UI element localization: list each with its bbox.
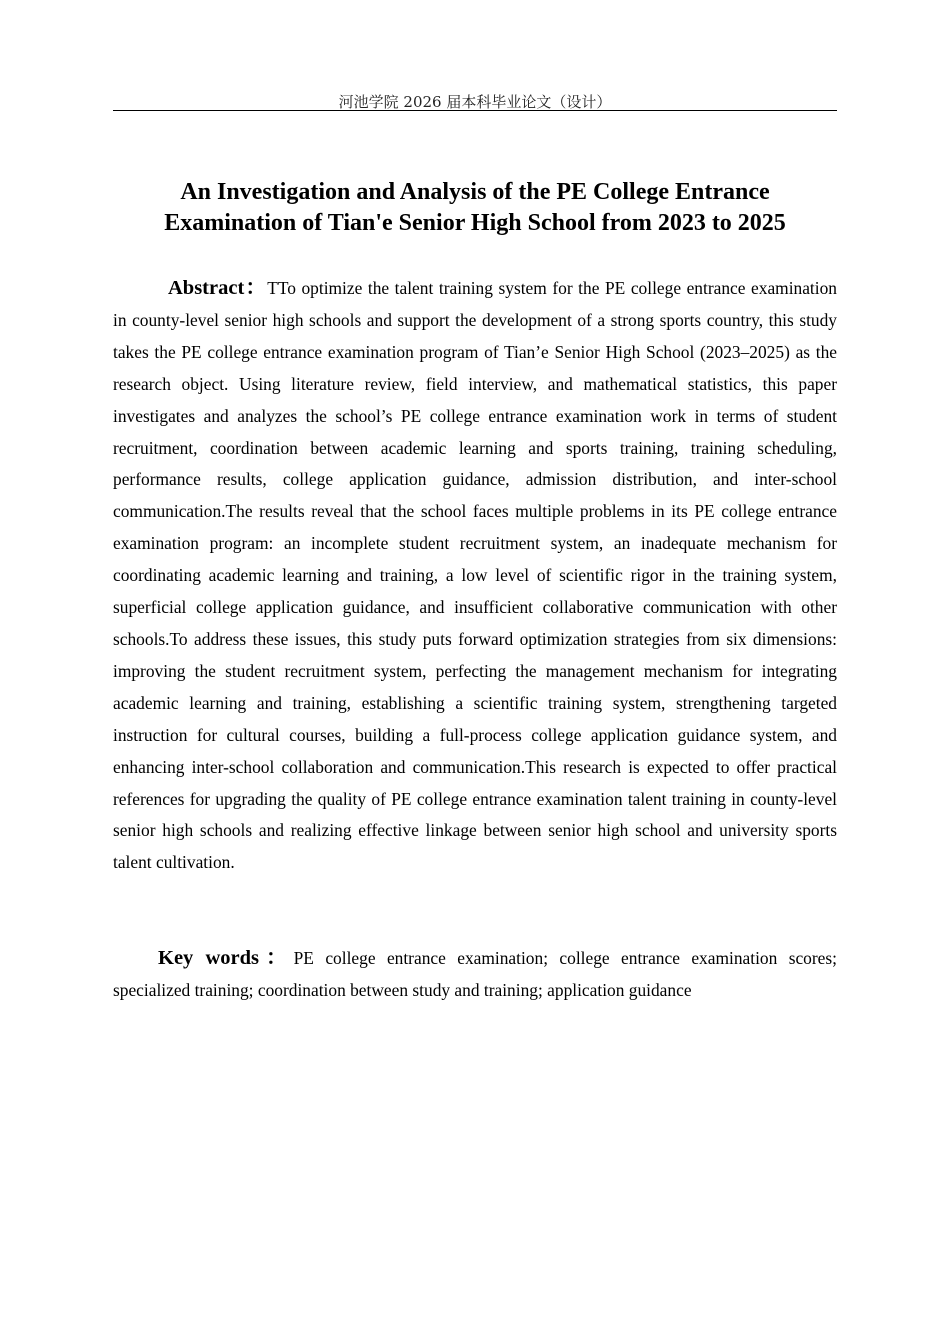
keywords-label: Key words： (158, 947, 294, 969)
title-line-2: Examination of Tian'e Senior High School from 2023 to 2025 (164, 210, 786, 236)
page-header: 河池学院 2026 届本科毕业论文（设计） (338, 93, 612, 111)
title-line-1: An Investigation and Analysis of the PE College Entrance (180, 179, 770, 205)
header-rule (113, 110, 837, 111)
keywords-paragraph (113, 943, 837, 1007)
abstract-paragraph (113, 273, 837, 879)
abstract-label: Abstract： (168, 277, 268, 299)
abstract-text: TTo optimize the talent training system for the PE college entrance examination in county-level senior high schools and support the development of a strong sports country, this study takes the PE college entrance examination program of Tian’e Senior High School (2023–2025) as the research object. Using literature review, field interview, and mathematical statistics, this paper investigates and analyzes the school’s PE college entrance examination work in terms of student recruitment, coordination between academic learning and sports training, training scheduling, performance results, college application guidance, admission distribution, and inter-school communication.The results reveal that the school faces multiple problems in its PE college entrance examination program: an incomplete student recruitment system, an inadequate mechanism for coordinating academic learning and training, a low level of scientific rigor in the training system, superficial college application guidance, and insufficient collaborative communication with other schools.To address these issues, this study puts forward optimization strategies from six dimensions: improving the student recruitment system, perfecting the management mechanism for integrating academic learning and training, establishing a scientific training system, strengthening targeted instruction for cultural courses, building a full-process college application guidance system, and enhancing inter-school collaboration and communication.This research is expected to offer practical references for upgrading the quality of PE college entrance examination talent training in county-level senior high schools and realizing effective linkage between senior high school and university sports talent cultivation. (113, 278, 837, 873)
keywords-text: PE college entrance examination; college entrance examination scores; specialized training; coordination between study and training; application guidance (113, 948, 837, 1000)
paper-title (113, 177, 837, 239)
